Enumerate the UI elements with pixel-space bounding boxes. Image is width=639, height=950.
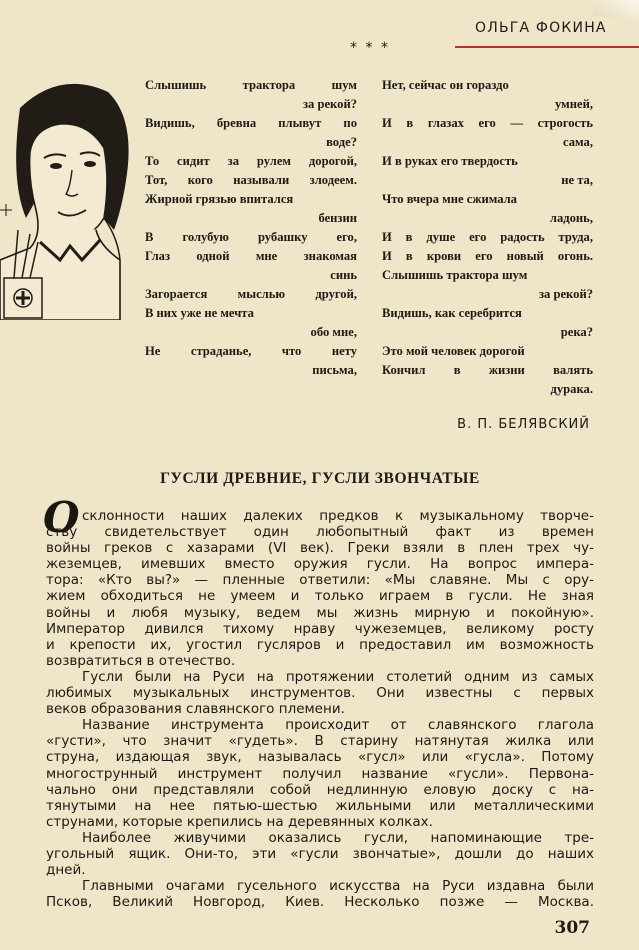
poem-line: Не страданье, что нету xyxy=(145,344,357,358)
body-line: и крепости их, угостил гусляров и предоставил им возможность xyxy=(46,636,594,653)
body-line: Наиболее живучими оказались гусли, напоминающие тре- xyxy=(82,829,594,846)
poem-line: за рекой? xyxy=(538,287,593,301)
poem-line: письма, xyxy=(312,363,357,377)
body-line: струна, издающая звук, называлась «гусл» или «гусла». Потому xyxy=(46,749,594,766)
poem-line: бензин xyxy=(318,211,357,225)
poem-line: В голубую рубашку его, xyxy=(145,230,357,244)
poem-line: И в душе его радость труда, xyxy=(382,230,593,244)
poem-line: ладонь, xyxy=(549,211,593,225)
running-head xyxy=(455,18,639,48)
poem-line: Загорается мыслью другой, xyxy=(145,287,357,301)
poem-line: Кончил в жизни валять xyxy=(382,363,593,377)
poem-stars: * * * xyxy=(350,40,390,56)
poem-line: И в крови его новый огонь. xyxy=(382,249,593,263)
poem-line: Что вчера мне сжимала xyxy=(382,192,517,206)
body-line: жеземцев, имевших вместо оружия гусли. На вопрос импера- xyxy=(46,556,594,573)
poem-line: Это мой человек дорогой xyxy=(382,344,525,358)
poem-line: воде? xyxy=(326,135,357,149)
body-line: Главными очагами гусельного искусства на Руси издавна были xyxy=(82,878,594,895)
poem-line: Глаз одной мне знакомая xyxy=(145,249,357,263)
poem-line: умней, xyxy=(555,97,593,111)
poem-line: сама, xyxy=(563,135,593,149)
poem-line: обо мне, xyxy=(310,325,357,339)
body-line: войны греков с хазарами (VI век). Греки взяли в плен трех чу- xyxy=(46,540,594,557)
poem-line: за рекой? xyxy=(302,97,357,111)
poem-line: И в глазах его — строгость xyxy=(382,116,593,130)
poem-line: река? xyxy=(560,325,593,339)
poem-line: В них уже не мечта xyxy=(145,306,254,320)
poem-line: Тот, кого называли злодеем. xyxy=(145,173,357,187)
body-line: возвратиться в отечество. xyxy=(46,652,236,669)
body-line: Название инструмента происходит от славянского глагола xyxy=(82,717,594,734)
poem-line: синь xyxy=(330,268,357,282)
body-line: многострунный инструмент получил название «гусли». Первона- xyxy=(46,765,594,782)
drop-cap: О xyxy=(43,493,80,542)
body-line: тянутыми на нее пятью-шестью жильными или металлическими xyxy=(46,797,594,814)
poem-line: Нет, сейчас он гораздо xyxy=(382,78,509,92)
body-line: Гусли были на Руси на протяжении столетий одним из самых xyxy=(82,668,594,685)
body-line: дней. xyxy=(46,862,86,879)
poem-line: Слышишь трактора шум xyxy=(382,268,528,282)
article-body xyxy=(46,508,594,910)
article-title: ГУСЛИ ДРЕВНИЕ, ГУСЛИ ЗВОНЧАТЫЕ xyxy=(160,470,480,487)
poem-line: Жирной грязью впитался xyxy=(145,192,294,206)
body-line: склонности наших далеких предков к музыкальному творче- xyxy=(82,508,594,524)
page-number: 307 xyxy=(554,918,590,938)
portrait-illustration xyxy=(0,70,140,320)
poem-line: Видишь, как серебрится xyxy=(382,306,522,320)
poem-line: дурака. xyxy=(550,382,593,396)
body-line: чально они представляли собой недлинную еловую доску с на- xyxy=(46,781,594,798)
body-line: ству свидетельствует один любопытный факт из времен xyxy=(46,524,594,541)
body-line: тора: «Кто вы?» — пленные ответили: «Мы славяне. Мы с ору- xyxy=(46,572,594,589)
body-line: жием обходиться не умеем и только играем в гусли. Не зная xyxy=(46,588,594,605)
poem-line: И в руках его твердость xyxy=(382,154,518,168)
poem-line: Видишь, бревна плывут по xyxy=(145,116,357,130)
poem-column-left xyxy=(145,76,357,380)
body-line: Император дивился тихому нраву чужеземцев, великому росту xyxy=(46,620,594,637)
article-author: В. П. БЕЛЯВСКИЙ xyxy=(457,417,590,432)
body-line: угольный ящик. Они-то, эти «гусли звончатые», дошли до наших xyxy=(46,845,594,862)
body-line: струнами, которые крепились на деревянных колках. xyxy=(46,813,433,830)
body-line: войны и любя музыку, ведем мы жизнь мирную и покойную». xyxy=(46,604,594,621)
body-line: «густи», что значит «гудеть». В старину натянутая жилка или xyxy=(46,733,594,750)
poem-line: не та, xyxy=(561,173,593,187)
poem-column-right xyxy=(382,76,593,399)
body-line: Псков, Великий Новгород, Киев. Несколько позже — Москва. xyxy=(46,894,594,911)
body-line: любимых музыкальных инструментов. Они известны с первых xyxy=(46,685,594,702)
poem-line: То сидит за рулем дорогой, xyxy=(145,154,357,168)
body-line: веков образования славянского племени. xyxy=(46,701,345,718)
running-head-text: ОЛЬГА ФОКИНА xyxy=(475,20,607,36)
poem-line: Слышишь трактора шум xyxy=(145,78,357,92)
